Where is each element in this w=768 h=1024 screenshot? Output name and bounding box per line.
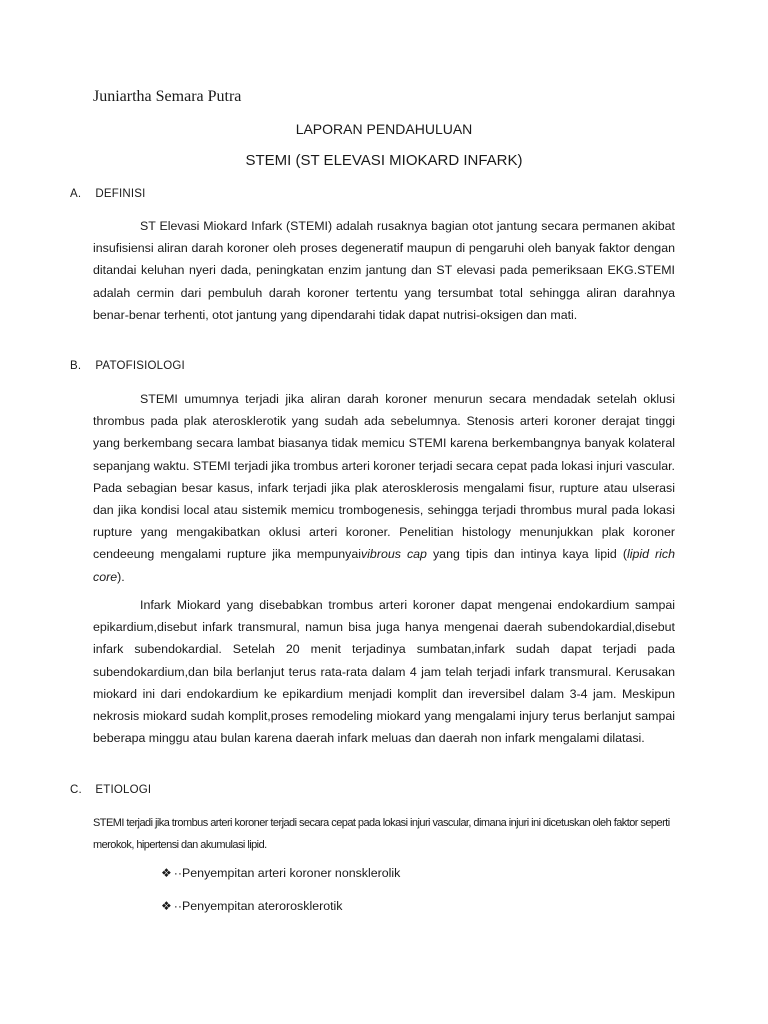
section-title: DEFINISI [95,188,146,200]
author-name: Juniartha Semara Putra [93,88,242,105]
section-heading-patofisiologi [70,360,185,372]
paragraph-text: ). [117,569,125,584]
list-item-text: Penyempitan aterorosklerotik [182,899,343,913]
section-heading-etiologi [70,784,151,796]
patofisiologi-paragraph-2: Infark Miokard yang disebabkan trombus arteri koroner dapat mengenai endokardium sampai epikardium,disebut infark transmural, namun bisa juga hanya mengenai daerah subendokardial,disebut infark subendokardial. Setelah 20 menit terjadinya sumbatan,infark sudah dapat terjadi pada subendokardium,dan bila berlanjut terus rata-rata dalam 4 jam telah terjadi infark transmural. Kerusakan miokard ini dari endokardium ke epikardium menjadi komplit dan ireversibel dalam 3-4 jam. Meskipun nekrosis miokard sudah komplit,proses remodeling miokard yang mengalami injury terus berlanjut sampai beberapa minggu atau bulan karena daerah infark meluas dan daerah non infark mengalami dilatasi. [93,598,675,746]
list-item [161,899,343,913]
diamond-bullet-icon: ❖ [161,866,172,880]
section-label: B. [70,360,82,372]
paragraph-text: yang tipis dan intinya kaya lipid ( [426,547,627,562]
section-label: A. [70,188,82,200]
definisi-paragraph: ST Elevasi Miokard Infark (STEMI) adalah rusaknya bagian otot jantung secara permanen akibat insufisiensi aliran darah koroner oleh proses degeneratif maupun di pengaruhi oleh banyak faktor dengan ditandai keluhan nyeri dada, peningkatan enzim jantung dan ST elevasi pada pemeriksaan EKG.STEMI adalah cermin dari pembuluh darah koroner tertentu yang tersumbat total sehingga aliran darahnya benar-benar terhenti, otot jantung yang dipendarahi tidak dapat nutrisi-oksigen dan mati. [93,219,675,322]
report-title: LAPORAN PENDAHULUAN [295,121,473,137]
italic-term: lipid rich core [93,547,675,584]
report-subtitle: STEMI (ST ELEVASI MIOKARD INFARK) [245,152,523,169]
section-heading-definisi [70,188,146,200]
list-item [161,866,400,880]
patofisiologi-paragraph-1 [93,388,675,588]
diamond-bullet-icon: ❖ [161,899,172,913]
etiologi-paragraph: STEMI terjadi jika trombus arteri koroner terjadi secara cepat pada lokasi injuri vascular, dimana injuri ini dicetuskan oleh faktor seperti merokok, hipertensi dan akumulasi lipid. [93,817,670,851]
section-title: PATOFISIOLOGI [95,360,185,372]
list-item-text: Penyempitan arteri koroner nonsklerolik [182,866,401,880]
paragraph-text: STEMI umumnya terjadi jika aliran darah koroner menurun secara mendadak setelah oklusi thrombus pada plak aterosklerotik yang sudah ada sebelumnya. Stenosis arteri koroner derajat tinggi yang berkembang secara lambat biasanya tidak memicu STEMI karena berkembangnya banyak kolateral sepanjang waktu. STEMI terjadi jika trombus arteri koroner terjadi secara cepat pada lokasi injuri vascular. Pada sebagian besar kasus, infark terjadi jika plak aterosklerosis mengalami fisur, rupture atau ulserasi dan jika kondisi local atau sistemik memicu trombogenesis, sehingga terjadi thrombus mural pada lokasi rupture yang mengakibatkan oklusi arteri koroner. Penelitian histology menunjukkan plak koroner cendeeung mengalami rupture jika mempunyai [93,392,675,562]
bullet-marker: ·· [173,866,183,880]
bullet-marker: ·· [173,899,183,913]
section-title: ETIOLOGI [95,784,152,796]
section-label: C. [70,784,82,796]
italic-term: vibrous cap [360,547,427,562]
